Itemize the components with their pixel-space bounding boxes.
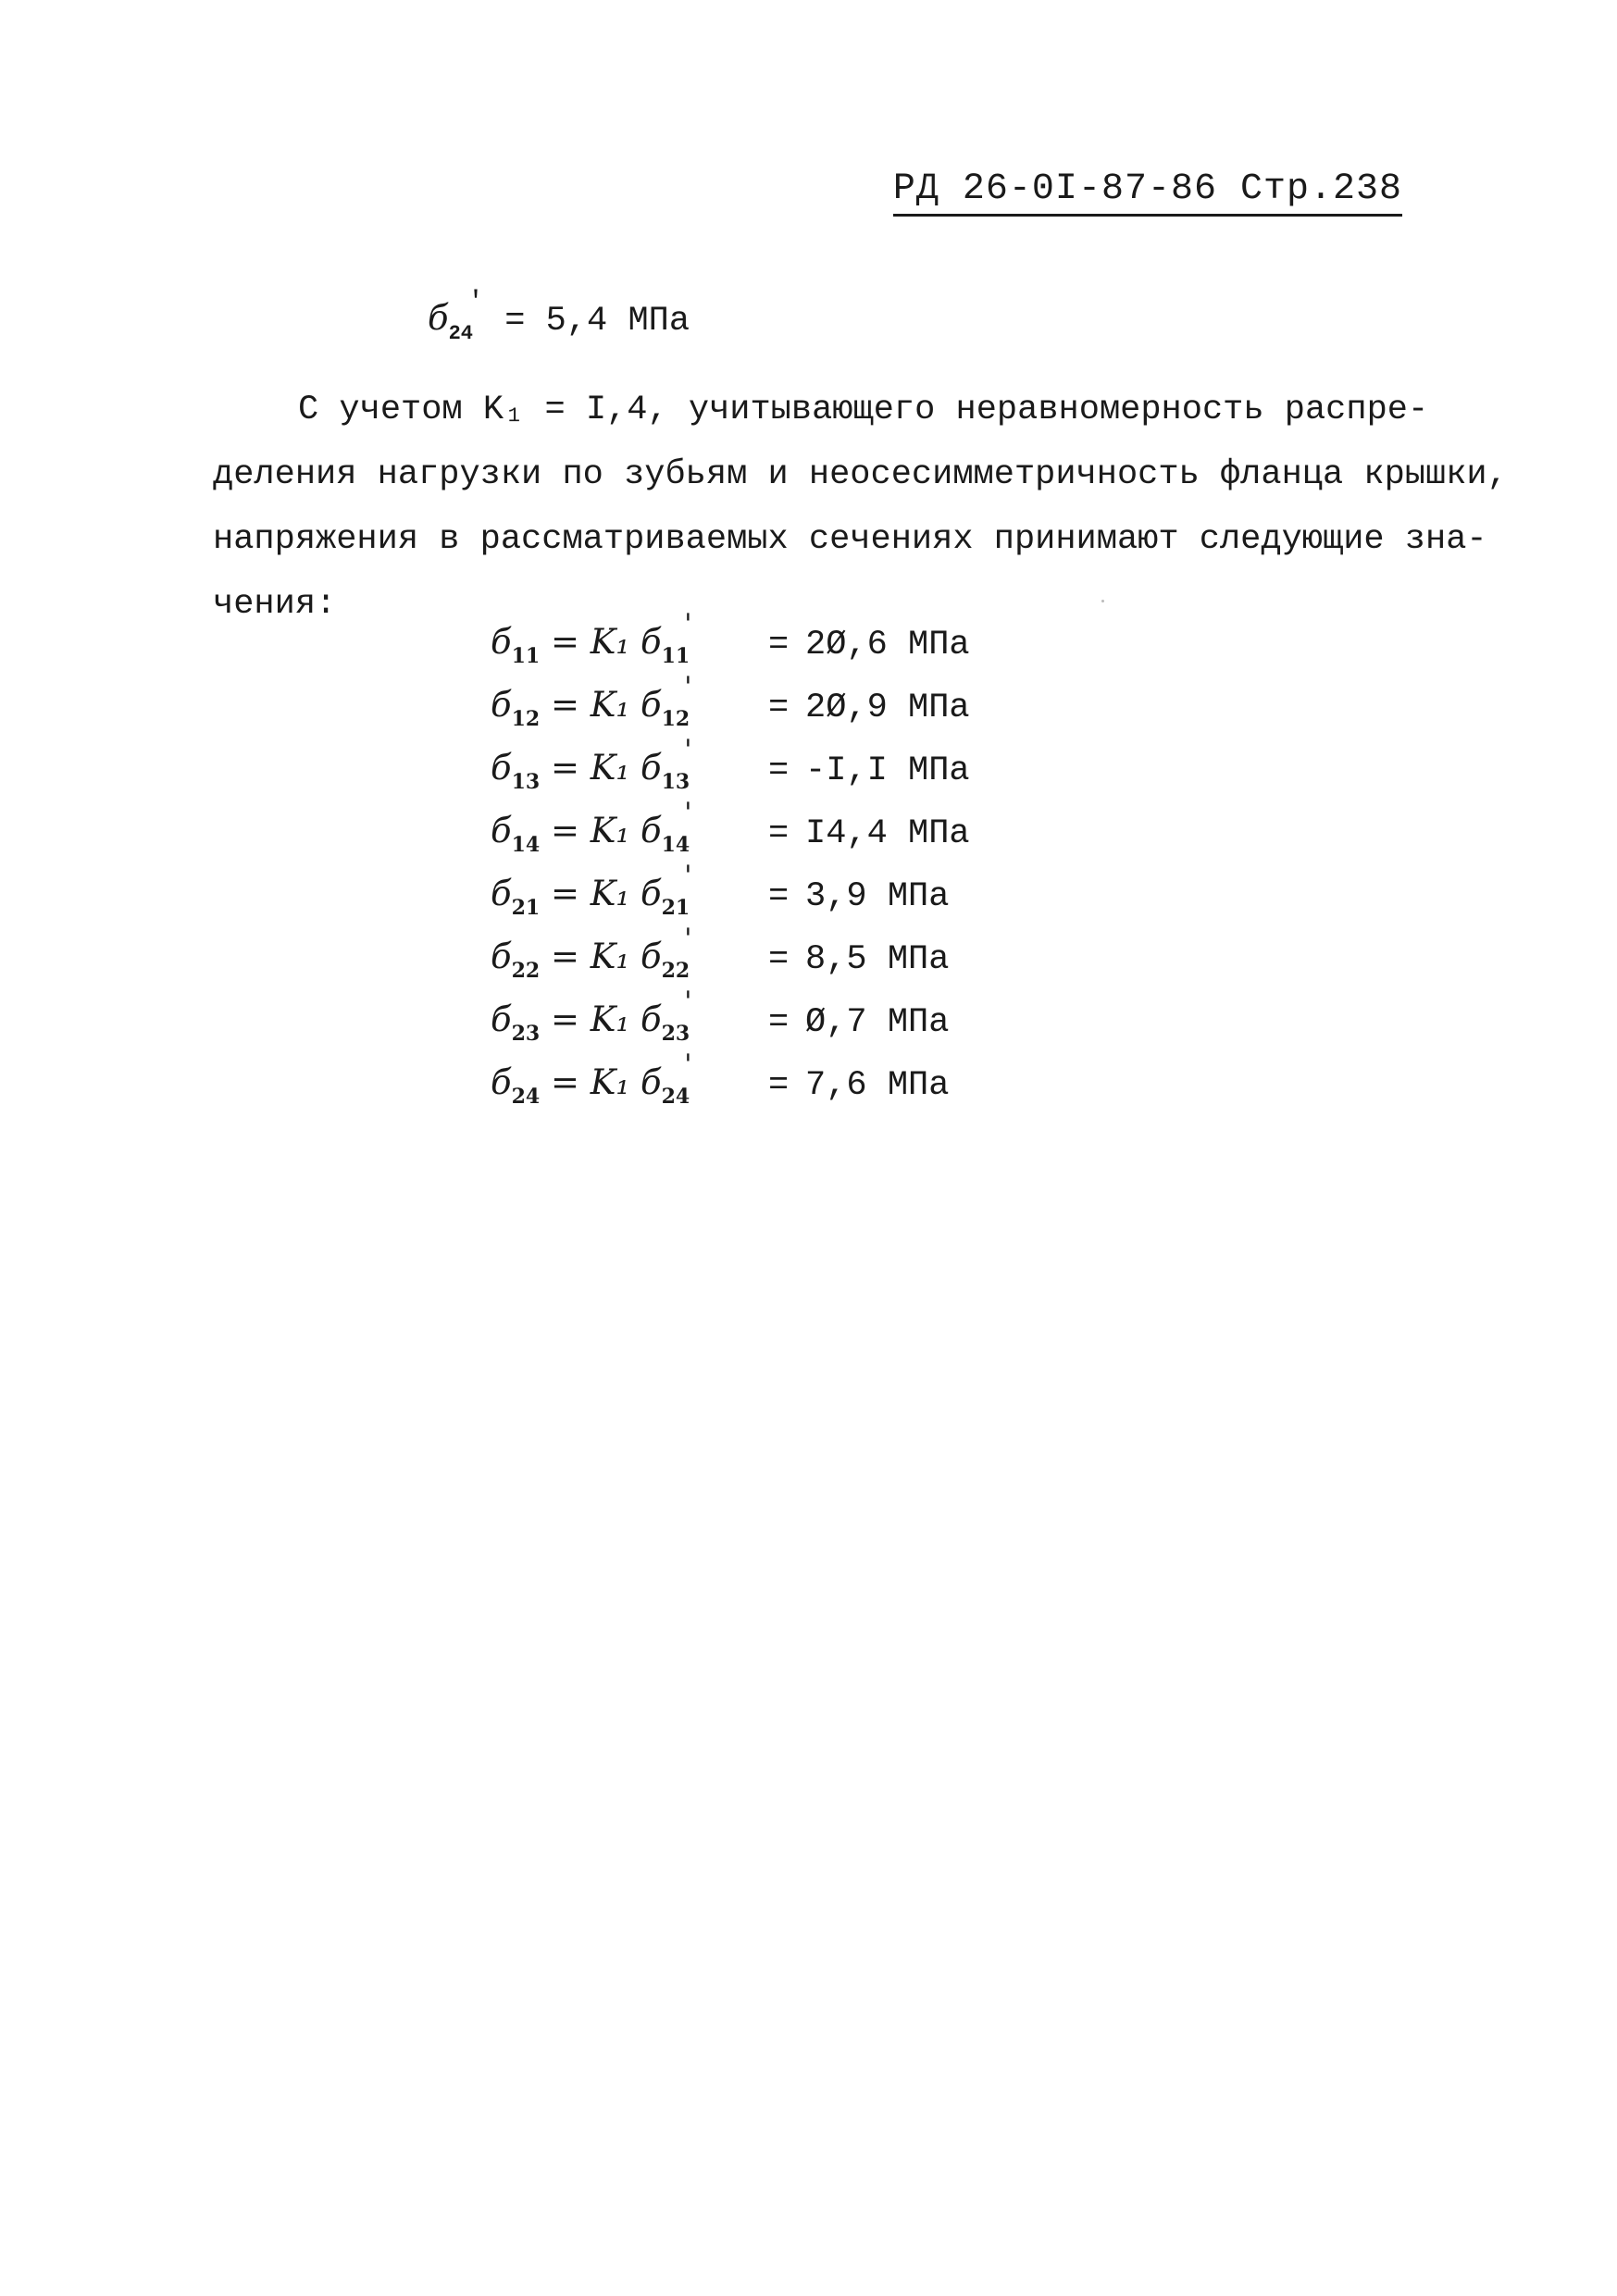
body-paragraph bbox=[213, 378, 1508, 637]
equals-sign: = bbox=[768, 626, 790, 664]
equation-row bbox=[491, 1049, 970, 1125]
scan-speck bbox=[1101, 600, 1104, 602]
equals-sign: = bbox=[768, 689, 790, 727]
equation-row bbox=[491, 860, 970, 937]
equation-row bbox=[491, 671, 970, 748]
equation-lhs: $б_{12} = K_1$ $б_{12}'$ bbox=[491, 671, 692, 731]
equation-lhs: $б_{22} = K_1$ $б_{22}'$ bbox=[491, 923, 692, 983]
equation-row bbox=[491, 797, 970, 874]
equation-value: 3,9 МПа bbox=[805, 877, 950, 916]
equation-lhs: $б_{23} = K_1$ $б_{23}'$ bbox=[491, 986, 692, 1046]
equals-sign: = bbox=[768, 814, 790, 853]
equation-lhs: $б_{11} = K_1$ $б_{11}'$ bbox=[491, 608, 692, 668]
equation-lhs: $б_{14} = K_1$ $б_{14}'$ bbox=[491, 797, 692, 857]
first-equation bbox=[428, 287, 690, 345]
equation-value: -I,I МПа bbox=[805, 751, 970, 790]
equation-value: 7,6 МПа bbox=[805, 1066, 950, 1105]
paragraph-line-2: деления нагрузки по зубьям и неосесимметричность фланца крышки, bbox=[213, 455, 1508, 494]
equation-value: 2Ø,9 МПа bbox=[805, 689, 970, 727]
paragraph-line-1: С учетом K₁ = I,4, учитывающего неравномерность распре- bbox=[298, 391, 1429, 429]
equation-list bbox=[491, 608, 970, 1125]
document-header: РД 26-0I-87-86 Стр.238 bbox=[893, 168, 1402, 217]
prime-mark: ' bbox=[467, 287, 485, 318]
equation-lhs: $б_{21} = K_1$ $б_{21}'$ bbox=[491, 860, 692, 920]
equals-sign: = bbox=[768, 1066, 790, 1105]
equals-sign: = bbox=[768, 1003, 790, 1042]
equation-value: I4,4 МПа bbox=[805, 814, 970, 853]
equation-lhs: $б_{13} = K_1$ $б_{13}'$ bbox=[491, 734, 692, 794]
paragraph-line-3: напряжения в рассматриваемых сечениях принимают следующие зна- bbox=[213, 520, 1487, 559]
equals-sign: = bbox=[768, 751, 790, 790]
paragraph-line-4: чения: bbox=[213, 585, 337, 624]
sigma-symbol: б bbox=[428, 298, 449, 338]
equation-lhs: $б_{24} = K_1$ $б_{24}'$ bbox=[491, 1049, 692, 1109]
equation-row bbox=[491, 608, 970, 685]
equation-value: 2Ø,6 МПа bbox=[805, 626, 970, 664]
equation-row bbox=[491, 734, 970, 811]
equation-value: Ø,7 МПа bbox=[805, 1003, 950, 1042]
equation-row bbox=[491, 923, 970, 999]
equation-value: 8,5 МПа bbox=[805, 940, 950, 979]
equals-sign: = bbox=[768, 877, 790, 916]
first-equation-rhs: = 5,4 МПа bbox=[504, 302, 690, 341]
equals-sign: = bbox=[768, 940, 790, 979]
sigma-subscript: 24 bbox=[448, 322, 473, 345]
equation-row bbox=[491, 986, 970, 1062]
